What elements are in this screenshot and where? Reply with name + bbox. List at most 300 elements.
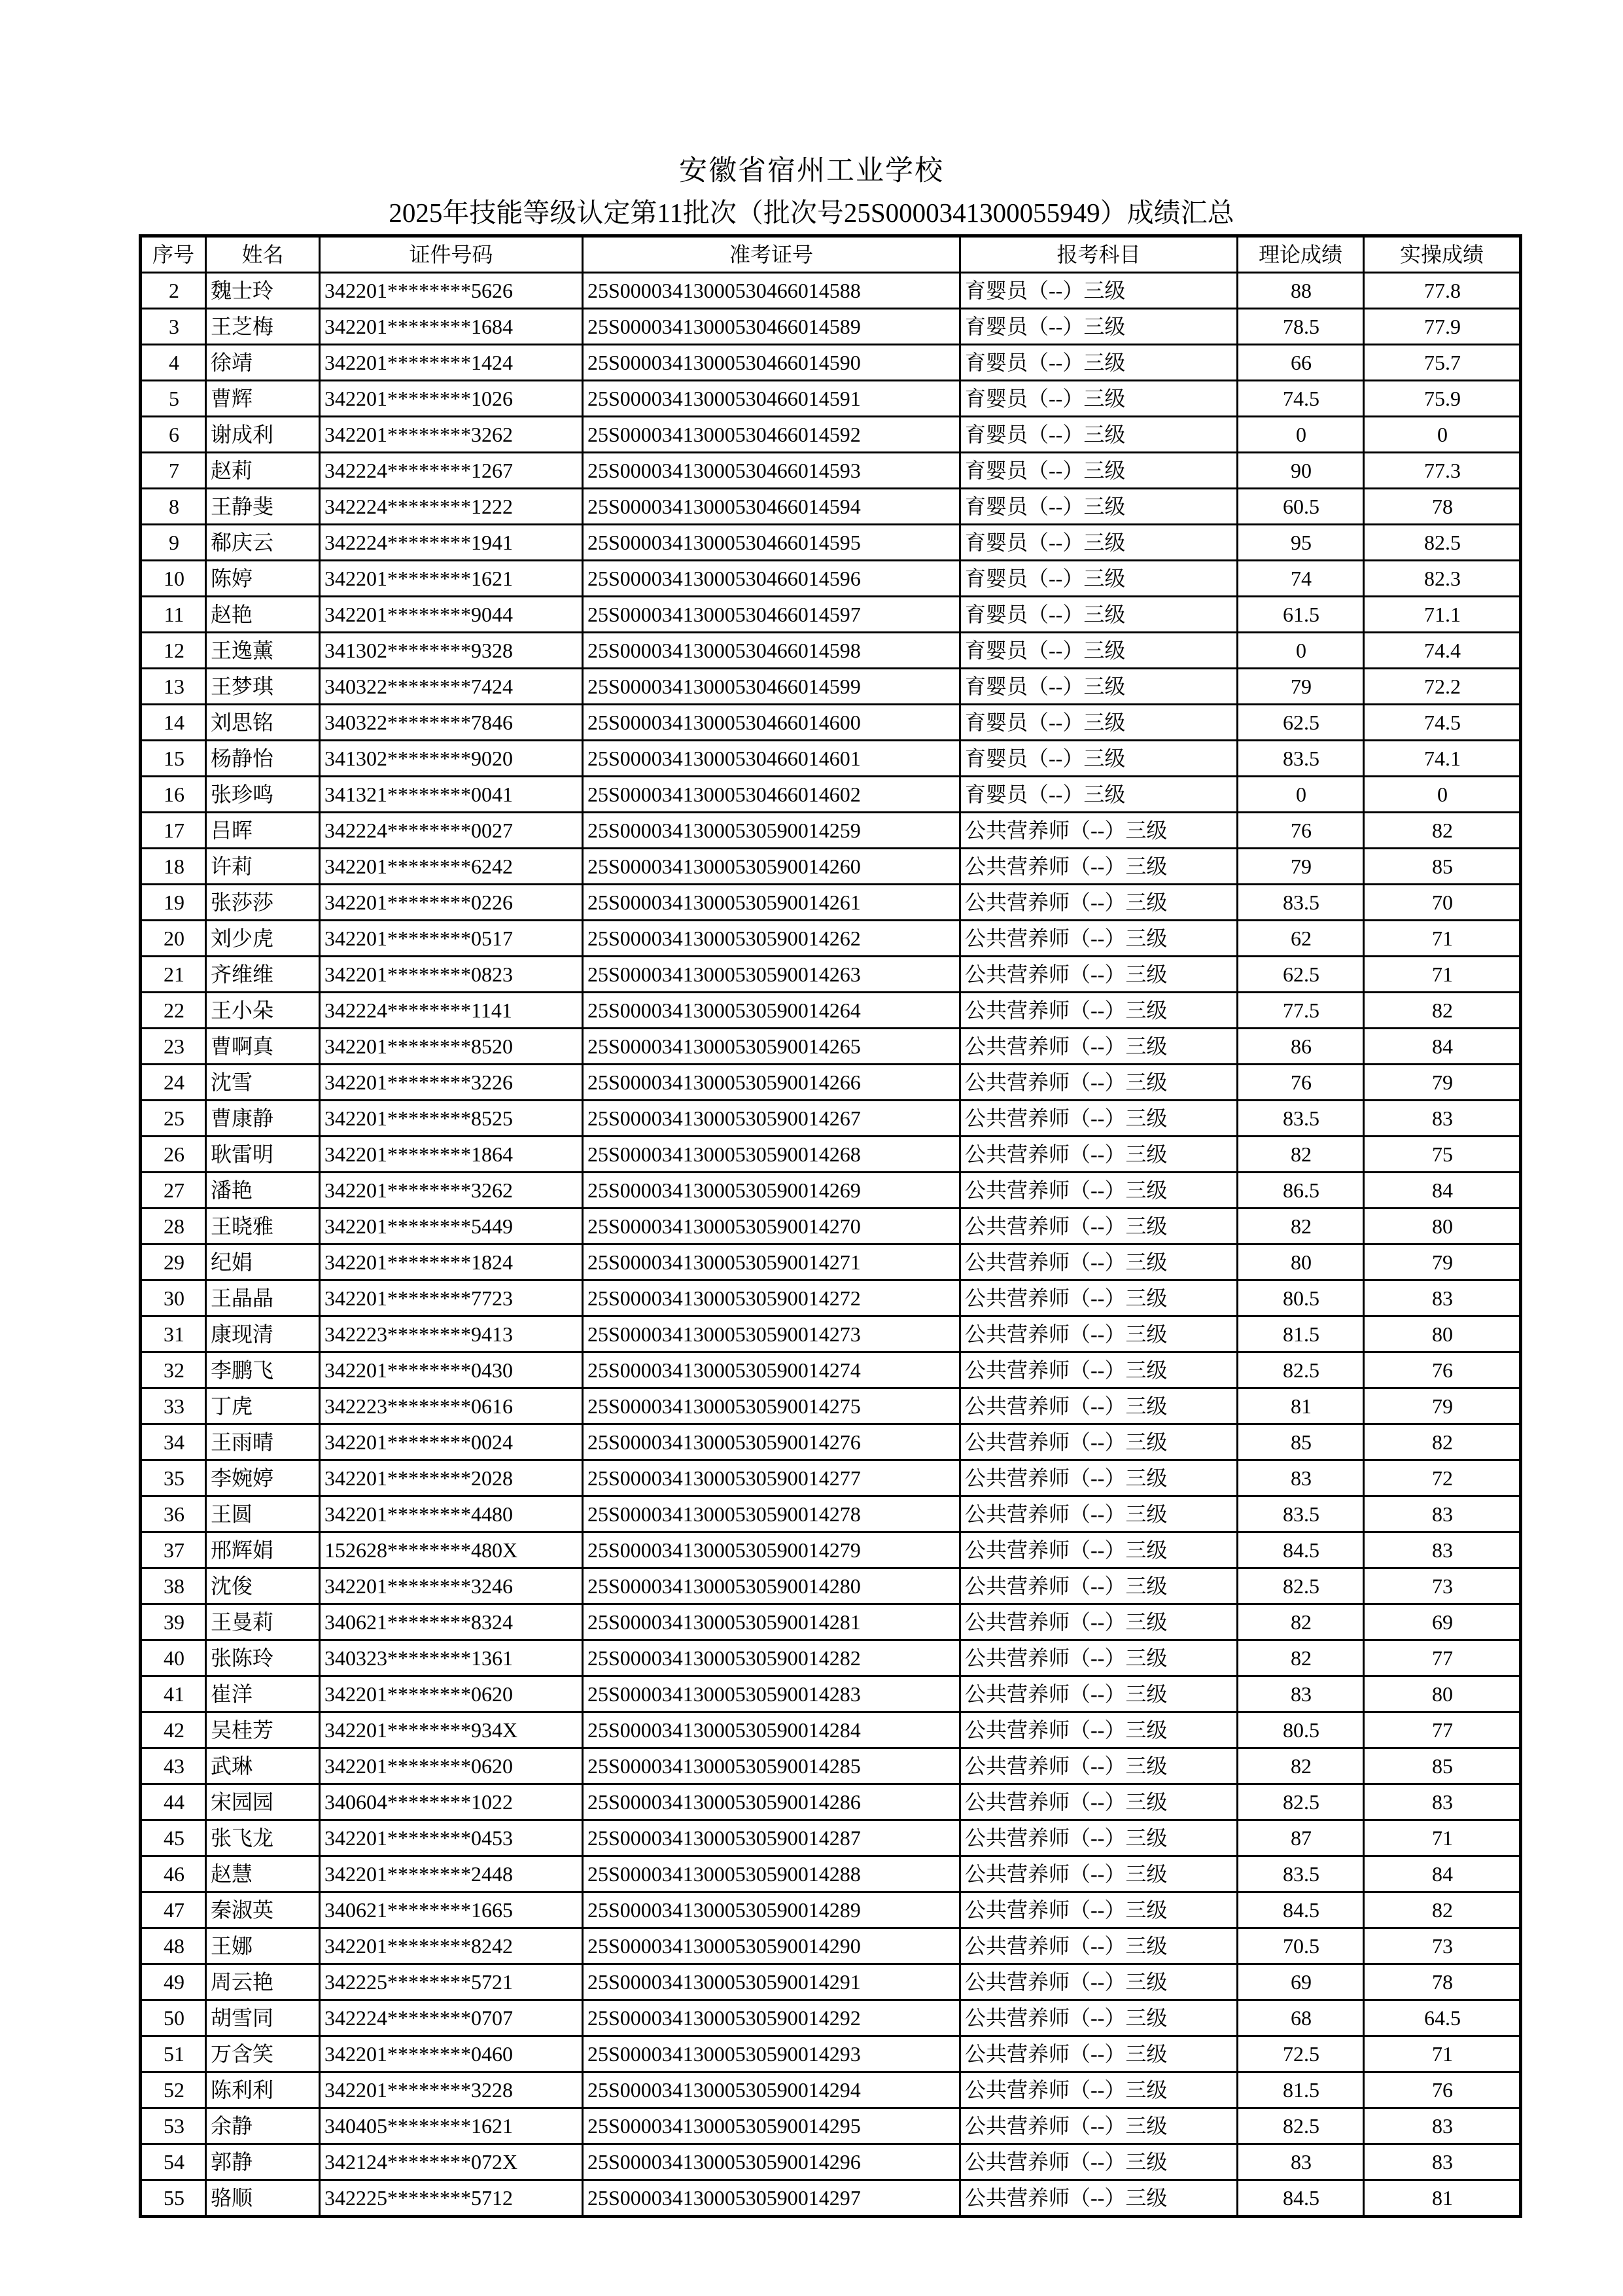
cell-exam-number: 25S00003413000530590014274	[583, 1352, 960, 1388]
cell-subject: 公共营养师（--）三级	[960, 2108, 1238, 2144]
cell-name: 赵慧	[206, 1856, 320, 1892]
cell-id-number: 342201********0620	[320, 1748, 583, 1784]
cell-seq: 4	[141, 345, 206, 381]
cell-subject: 公共营养师（--）三级	[960, 1676, 1238, 1712]
cell-name: 徐靖	[206, 345, 320, 381]
cell-subject: 公共营养师（--）三级	[960, 1532, 1238, 1568]
cell-subject: 公共营养师（--）三级	[960, 921, 1238, 957]
cell-theory-score: 78.5	[1238, 309, 1364, 345]
cell-exam-number: 25S00003413000530590014271	[583, 1245, 960, 1280]
cell-exam-number: 25S00003413000530590014295	[583, 2108, 960, 2144]
cell-theory-score: 70.5	[1238, 1928, 1364, 1964]
cell-name: 丁虎	[206, 1388, 320, 1424]
cell-practical-score: 80	[1364, 1316, 1521, 1352]
cell-subject: 公共营养师（--）三级	[960, 1424, 1238, 1460]
cell-id-number: 342201********934X	[320, 1712, 583, 1748]
table-row	[141, 1892, 1521, 1928]
cell-theory-score: 83.5	[1238, 885, 1364, 921]
cell-seq: 32	[141, 1352, 206, 1388]
cell-practical-score: 78	[1364, 1964, 1521, 2000]
cell-id-number: 342201********1424	[320, 345, 583, 381]
cell-name: 陈利利	[206, 2072, 320, 2108]
cell-subject: 公共营养师（--）三级	[960, 1388, 1238, 1424]
cell-seq: 45	[141, 1820, 206, 1856]
cell-practical-score: 71	[1364, 957, 1521, 993]
header-cell-name: 姓名	[206, 236, 320, 273]
cell-subject: 公共营养师（--）三级	[960, 1101, 1238, 1137]
cell-name: 王逸薰	[206, 633, 320, 669]
header-cell-subject: 报考科目	[960, 236, 1238, 273]
cell-practical-score: 70	[1364, 885, 1521, 921]
cell-name: 张珍鸣	[206, 777, 320, 813]
cell-subject: 公共营养师（--）三级	[960, 1748, 1238, 1784]
header-cell-seq: 序号	[141, 236, 206, 273]
cell-seq: 33	[141, 1388, 206, 1424]
cell-subject: 公共营养师（--）三级	[960, 1604, 1238, 1640]
cell-theory-score: 62	[1238, 921, 1364, 957]
cell-exam-number: 25S00003413000530466014599	[583, 669, 960, 705]
cell-name: 王晶晶	[206, 1280, 320, 1316]
cell-id-number: 342201********1684	[320, 309, 583, 345]
cell-seq: 19	[141, 885, 206, 921]
cell-name: 骆顺	[206, 2180, 320, 2217]
table-row	[141, 1352, 1521, 1388]
cell-subject: 育婴员（--）三级	[960, 705, 1238, 741]
cell-subject: 公共营养师（--）三级	[960, 2000, 1238, 2036]
cell-theory-score: 61.5	[1238, 597, 1364, 633]
cell-seq: 53	[141, 2108, 206, 2144]
cell-id-number: 342201********0453	[320, 1820, 583, 1856]
cell-name: 周云艳	[206, 1964, 320, 2000]
cell-id-number: 342201********0226	[320, 885, 583, 921]
cell-name: 陈婷	[206, 561, 320, 597]
cell-exam-number: 25S00003413000530590014294	[583, 2072, 960, 2108]
cell-id-number: 342201********6242	[320, 849, 583, 885]
cell-id-number: 341321********0041	[320, 777, 583, 813]
cell-exam-number: 25S00003413000530590014293	[583, 2036, 960, 2072]
cell-name: 武琳	[206, 1748, 320, 1784]
cell-exam-number: 25S00003413000530590014284	[583, 1712, 960, 1748]
cell-seq: 47	[141, 1892, 206, 1928]
cell-name: 齐维维	[206, 957, 320, 993]
cell-practical-score: 83	[1364, 1280, 1521, 1316]
table-row	[141, 2000, 1521, 2036]
cell-subject: 公共营养师（--）三级	[960, 1029, 1238, 1065]
cell-theory-score: 76	[1238, 1065, 1364, 1101]
cell-subject: 公共营养师（--）三级	[960, 1820, 1238, 1856]
cell-seq: 22	[141, 993, 206, 1029]
cell-theory-score: 72.5	[1238, 2036, 1364, 2072]
cell-theory-score: 84.5	[1238, 1892, 1364, 1928]
table-row	[141, 1280, 1521, 1316]
cell-name: 崔洋	[206, 1676, 320, 1712]
cell-seq: 35	[141, 1460, 206, 1496]
page-subtitle: 2025年技能等级认定第11批次（批次号25S0000341300055949）成绩汇总	[389, 198, 1234, 228]
cell-seq: 6	[141, 417, 206, 453]
cell-exam-number: 25S00003413000530590014286	[583, 1784, 960, 1820]
cell-theory-score: 62.5	[1238, 957, 1364, 993]
cell-seq: 23	[141, 1029, 206, 1065]
cell-name: 李婉婷	[206, 1460, 320, 1496]
cell-seq: 29	[141, 1245, 206, 1280]
cell-seq: 8	[141, 489, 206, 525]
cell-practical-score: 84	[1364, 1173, 1521, 1209]
cell-theory-score: 62.5	[1238, 705, 1364, 741]
cell-practical-score: 79	[1364, 1388, 1521, 1424]
cell-id-number: 342224********1941	[320, 525, 583, 561]
cell-name: 王圆	[206, 1496, 320, 1532]
table-row	[141, 1820, 1521, 1856]
cell-theory-score: 86	[1238, 1029, 1364, 1065]
cell-theory-score: 83.5	[1238, 1101, 1364, 1137]
cell-subject: 育婴员（--）三级	[960, 489, 1238, 525]
cell-id-number: 342224********1267	[320, 453, 583, 489]
cell-practical-score: 64.5	[1364, 2000, 1521, 2036]
cell-subject: 公共营养师（--）三级	[960, 813, 1238, 849]
cell-exam-number: 25S00003413000530590014278	[583, 1496, 960, 1532]
header-cell-exam-number: 准考证号	[583, 236, 960, 273]
cell-subject: 公共营养师（--）三级	[960, 1496, 1238, 1532]
page-title: 安徽省宿州工业学校	[679, 156, 944, 186]
cell-exam-number: 25S00003413000530466014588	[583, 273, 960, 309]
table-row	[141, 2144, 1521, 2180]
cell-exam-number: 25S00003413000530466014602	[583, 777, 960, 813]
cell-id-number: 342201********0823	[320, 957, 583, 993]
cell-id-number: 340322********7424	[320, 669, 583, 705]
cell-exam-number: 25S00003413000530590014297	[583, 2180, 960, 2217]
cell-subject: 公共营养师（--）三级	[960, 2072, 1238, 2108]
cell-practical-score: 71	[1364, 1820, 1521, 1856]
cell-id-number: 340604********1022	[320, 1784, 583, 1820]
cell-exam-number: 25S00003413000530590014267	[583, 1101, 960, 1137]
cell-practical-score: 75.7	[1364, 345, 1521, 381]
cell-subject: 育婴员（--）三级	[960, 669, 1238, 705]
cell-subject: 公共营养师（--）三级	[960, 1964, 1238, 2000]
cell-theory-score: 85	[1238, 1424, 1364, 1460]
cell-practical-score: 83	[1364, 2108, 1521, 2144]
cell-id-number: 340621********1665	[320, 1892, 583, 1928]
cell-practical-score: 77.3	[1364, 453, 1521, 489]
cell-seq: 30	[141, 1280, 206, 1316]
table-row	[141, 741, 1521, 777]
cell-theory-score: 82	[1238, 1604, 1364, 1640]
cell-theory-score: 74	[1238, 561, 1364, 597]
cell-practical-score: 77.9	[1364, 309, 1521, 345]
table-row	[141, 1784, 1521, 1820]
cell-subject: 公共营养师（--）三级	[960, 1065, 1238, 1101]
cell-exam-number: 25S00003413000530466014595	[583, 525, 960, 561]
cell-subject: 育婴员（--）三级	[960, 345, 1238, 381]
cell-exam-number: 25S00003413000530590014291	[583, 1964, 960, 2000]
cell-exam-number: 25S00003413000530590014264	[583, 993, 960, 1029]
cell-practical-score: 75.9	[1364, 381, 1521, 417]
cell-subject: 育婴员（--）三级	[960, 309, 1238, 345]
cell-seq: 5	[141, 381, 206, 417]
cell-name: 王曼莉	[206, 1604, 320, 1640]
cell-seq: 39	[141, 1604, 206, 1640]
cell-exam-number: 25S00003413000530590014263	[583, 957, 960, 993]
cell-name: 刘少虎	[206, 921, 320, 957]
cell-practical-score: 83	[1364, 2144, 1521, 2180]
header-cell-id-number: 证件号码	[320, 236, 583, 273]
cell-exam-number: 25S00003413000530466014597	[583, 597, 960, 633]
cell-seq: 15	[141, 741, 206, 777]
cell-exam-number: 25S00003413000530590014273	[583, 1316, 960, 1352]
cell-id-number: 342201********8242	[320, 1928, 583, 1964]
cell-seq: 36	[141, 1496, 206, 1532]
cell-practical-score: 83	[1364, 1784, 1521, 1820]
cell-seq: 38	[141, 1568, 206, 1604]
cell-theory-score: 80	[1238, 1245, 1364, 1280]
cell-subject: 公共营养师（--）三级	[960, 849, 1238, 885]
cell-practical-score: 80	[1364, 1209, 1521, 1245]
cell-subject: 公共营养师（--）三级	[960, 1209, 1238, 1245]
header-cell-theory-score: 理论成绩	[1238, 236, 1364, 273]
table-row	[141, 1460, 1521, 1496]
cell-subject: 育婴员（--）三级	[960, 777, 1238, 813]
cell-theory-score: 69	[1238, 1964, 1364, 2000]
table-row	[141, 273, 1521, 309]
cell-subject: 公共营养师（--）三级	[960, 1460, 1238, 1496]
table-row	[141, 921, 1521, 957]
cell-id-number: 342201********0430	[320, 1352, 583, 1388]
cell-exam-number: 25S00003413000530466014590	[583, 345, 960, 381]
cell-theory-score: 81.5	[1238, 1316, 1364, 1352]
table-row	[141, 345, 1521, 381]
cell-seq: 50	[141, 2000, 206, 2036]
cell-name: 康现清	[206, 1316, 320, 1352]
cell-practical-score: 69	[1364, 1604, 1521, 1640]
results-table	[139, 234, 1522, 2218]
table-row	[141, 1029, 1521, 1065]
cell-seq: 13	[141, 669, 206, 705]
cell-id-number: 342201********3228	[320, 2072, 583, 2108]
header-row	[141, 236, 1521, 273]
cell-exam-number: 25S00003413000530590014292	[583, 2000, 960, 2036]
table-row	[141, 633, 1521, 669]
cell-seq: 25	[141, 1101, 206, 1137]
table-row	[141, 1496, 1521, 1532]
cell-id-number: 152628********480X	[320, 1532, 583, 1568]
cell-subject: 育婴员（--）三级	[960, 453, 1238, 489]
cell-theory-score: 79	[1238, 669, 1364, 705]
cell-name: 谢成利	[206, 417, 320, 453]
cell-name: 许莉	[206, 849, 320, 885]
cell-exam-number: 25S00003413000530466014596	[583, 561, 960, 597]
cell-seq: 10	[141, 561, 206, 597]
cell-subject: 公共营养师（--）三级	[960, 2180, 1238, 2217]
cell-theory-score: 86.5	[1238, 1173, 1364, 1209]
table-row	[141, 381, 1521, 417]
table-row	[141, 1964, 1521, 2000]
cell-id-number: 340323********1361	[320, 1640, 583, 1676]
cell-exam-number: 25S00003413000530590014275	[583, 1388, 960, 1424]
cell-exam-number: 25S00003413000530590014281	[583, 1604, 960, 1640]
table-row	[141, 2180, 1521, 2217]
table-row	[141, 453, 1521, 489]
cell-name: 王芝梅	[206, 309, 320, 345]
cell-theory-score: 81	[1238, 1388, 1364, 1424]
cell-name: 潘艳	[206, 1173, 320, 1209]
table-row	[141, 2036, 1521, 2072]
cell-id-number: 342201********7723	[320, 1280, 583, 1316]
cell-name: 魏士玲	[206, 273, 320, 309]
table-row	[141, 1316, 1521, 1352]
table-row	[141, 417, 1521, 453]
cell-theory-score: 95	[1238, 525, 1364, 561]
cell-id-number: 342201********5449	[320, 1209, 583, 1245]
cell-name: 赵艳	[206, 597, 320, 633]
cell-seq: 16	[141, 777, 206, 813]
table-row	[141, 885, 1521, 921]
cell-practical-score: 81	[1364, 2180, 1521, 2217]
cell-practical-score: 82.5	[1364, 525, 1521, 561]
cell-id-number: 342201********1824	[320, 1245, 583, 1280]
cell-subject: 育婴员（--）三级	[960, 741, 1238, 777]
table-row	[141, 1173, 1521, 1209]
table-row	[141, 1532, 1521, 1568]
cell-name: 刘思铭	[206, 705, 320, 741]
cell-id-number: 342201********3246	[320, 1568, 583, 1604]
cell-theory-score: 83.5	[1238, 1856, 1364, 1892]
cell-seq: 18	[141, 849, 206, 885]
table-row	[141, 1604, 1521, 1640]
cell-name: 王雨晴	[206, 1424, 320, 1460]
cell-name: 余静	[206, 2108, 320, 2144]
cell-practical-score: 76	[1364, 2072, 1521, 2108]
cell-exam-number: 25S00003413000530590014277	[583, 1460, 960, 1496]
cell-exam-number: 25S00003413000530590014282	[583, 1640, 960, 1676]
cell-seq: 28	[141, 1209, 206, 1245]
cell-id-number: 342201********8520	[320, 1029, 583, 1065]
cell-name: 胡雪同	[206, 2000, 320, 2036]
table-row	[141, 2072, 1521, 2108]
cell-practical-score: 76	[1364, 1352, 1521, 1388]
cell-id-number: 340322********7846	[320, 705, 583, 741]
cell-name: 纪娟	[206, 1245, 320, 1280]
cell-theory-score: 0	[1238, 417, 1364, 453]
table-row	[141, 489, 1521, 525]
table-header	[141, 236, 1521, 273]
cell-exam-number: 25S00003413000530466014601	[583, 741, 960, 777]
cell-name: 杨静怡	[206, 741, 320, 777]
cell-practical-score: 82	[1364, 1424, 1521, 1460]
cell-seq: 14	[141, 705, 206, 741]
table-row	[141, 705, 1521, 741]
cell-seq: 12	[141, 633, 206, 669]
cell-name: 秦淑英	[206, 1892, 320, 1928]
cell-name: 曹康静	[206, 1101, 320, 1137]
cell-name: 耿雷明	[206, 1137, 320, 1173]
cell-id-number: 342223********9413	[320, 1316, 583, 1352]
table-row	[141, 525, 1521, 561]
header-cell-practical-score: 实操成绩	[1364, 236, 1521, 273]
cell-subject: 育婴员（--）三级	[960, 381, 1238, 417]
cell-theory-score: 82.5	[1238, 1568, 1364, 1604]
cell-subject: 公共营养师（--）三级	[960, 1173, 1238, 1209]
cell-practical-score: 85	[1364, 1748, 1521, 1784]
cell-practical-score: 82	[1364, 1892, 1521, 1928]
cell-practical-score: 84	[1364, 1029, 1521, 1065]
cell-subject: 公共营养师（--）三级	[960, 1928, 1238, 1964]
cell-practical-score: 82	[1364, 993, 1521, 1029]
cell-seq: 41	[141, 1676, 206, 1712]
cell-practical-score: 74.5	[1364, 705, 1521, 741]
cell-practical-score: 84	[1364, 1856, 1521, 1892]
cell-theory-score: 60.5	[1238, 489, 1364, 525]
cell-name: 王晓雅	[206, 1209, 320, 1245]
cell-theory-score: 82	[1238, 1137, 1364, 1173]
cell-practical-score: 74.4	[1364, 633, 1521, 669]
cell-theory-score: 82	[1238, 1209, 1364, 1245]
cell-theory-score: 74.5	[1238, 381, 1364, 417]
cell-subject: 公共营养师（--）三级	[960, 1784, 1238, 1820]
cell-exam-number: 25S00003413000530590014261	[583, 885, 960, 921]
cell-practical-score: 83	[1364, 1496, 1521, 1532]
cell-theory-score: 82.5	[1238, 1352, 1364, 1388]
cell-theory-score: 83.5	[1238, 741, 1364, 777]
table-row	[141, 1388, 1521, 1424]
table-row	[141, 309, 1521, 345]
table-row	[141, 1640, 1521, 1676]
cell-theory-score: 81.5	[1238, 2072, 1364, 2108]
cell-name: 郭静	[206, 2144, 320, 2180]
cell-practical-score: 0	[1364, 777, 1521, 813]
cell-practical-score: 73	[1364, 1568, 1521, 1604]
cell-exam-number: 25S00003413000530590014287	[583, 1820, 960, 1856]
cell-theory-score: 83	[1238, 2144, 1364, 2180]
cell-seq: 46	[141, 1856, 206, 1892]
cell-subject: 育婴员（--）三级	[960, 633, 1238, 669]
cell-exam-number: 25S00003413000530466014600	[583, 705, 960, 741]
cell-subject: 育婴员（--）三级	[960, 417, 1238, 453]
cell-name: 王梦琪	[206, 669, 320, 705]
cell-practical-score: 0	[1364, 417, 1521, 453]
cell-subject: 公共营养师（--）三级	[960, 1245, 1238, 1280]
cell-practical-score: 82.3	[1364, 561, 1521, 597]
cell-seq: 40	[141, 1640, 206, 1676]
cell-subject: 育婴员（--）三级	[960, 561, 1238, 597]
cell-id-number: 342201********1864	[320, 1137, 583, 1173]
cell-seq: 2	[141, 273, 206, 309]
cell-practical-score: 75	[1364, 1137, 1521, 1173]
cell-id-number: 342201********2448	[320, 1856, 583, 1892]
table-row	[141, 1928, 1521, 1964]
cell-theory-score: 76	[1238, 813, 1364, 849]
cell-name: 邢辉娟	[206, 1532, 320, 1568]
cell-exam-number: 25S00003413000530590014260	[583, 849, 960, 885]
cell-seq: 3	[141, 309, 206, 345]
cell-exam-number: 25S00003413000530590014262	[583, 921, 960, 957]
cell-exam-number: 25S00003413000530590014289	[583, 1892, 960, 1928]
cell-id-number: 342223********0616	[320, 1388, 583, 1424]
cell-theory-score: 82.5	[1238, 2108, 1364, 2144]
cell-subject: 公共营养师（--）三级	[960, 1568, 1238, 1604]
cell-exam-number: 25S00003413000530466014589	[583, 309, 960, 345]
cell-id-number: 341302********9020	[320, 741, 583, 777]
cell-name: 赵莉	[206, 453, 320, 489]
table-row	[141, 777, 1521, 813]
cell-theory-score: 66	[1238, 345, 1364, 381]
cell-theory-score: 88	[1238, 273, 1364, 309]
cell-exam-number: 25S00003413000530466014593	[583, 453, 960, 489]
cell-subject: 公共营养师（--）三级	[960, 1856, 1238, 1892]
cell-exam-number: 25S00003413000530590014268	[583, 1137, 960, 1173]
cell-id-number: 342201********1026	[320, 381, 583, 417]
cell-subject: 公共营养师（--）三级	[960, 957, 1238, 993]
cell-id-number: 342124********072X	[320, 2144, 583, 2180]
table-row	[141, 1065, 1521, 1101]
